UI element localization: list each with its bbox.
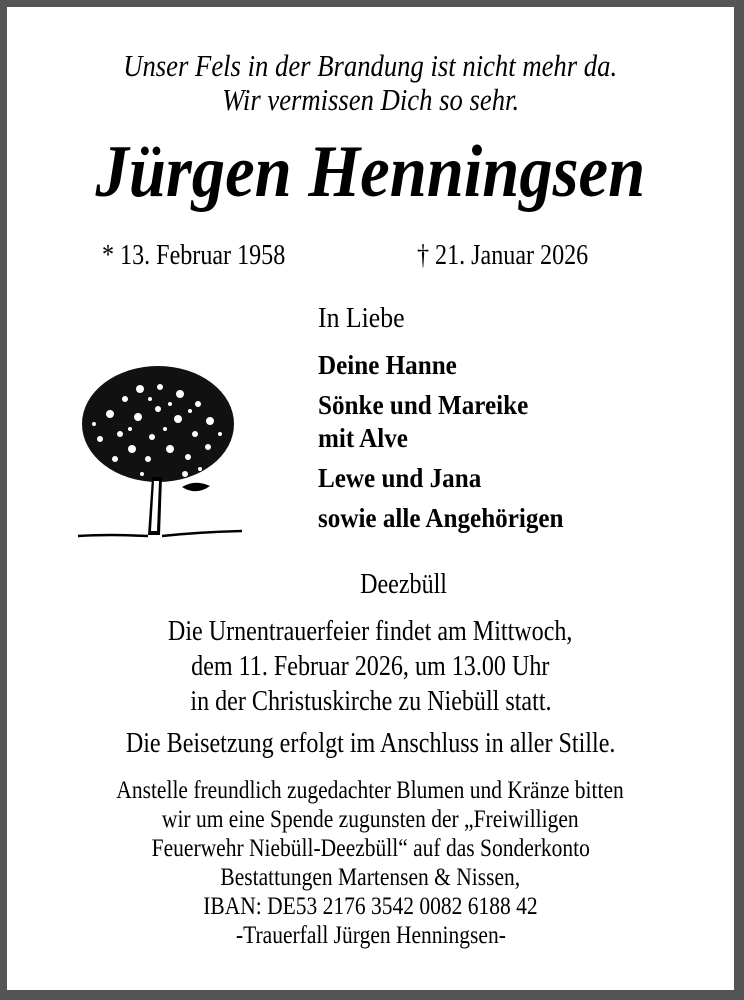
donation-reference: -Trauerfall Jürgen Henningsen- — [235, 922, 506, 949]
mourner-name: Deine Hanne — [318, 350, 457, 380]
ceremony-line-1: Die Urnentrauerfeier findet am Mittwoch, — [168, 616, 573, 647]
motto-line-1: Unser Fels in der Brandung ist nicht mehr da. — [123, 48, 618, 83]
mourners-intro: In Liebe — [318, 303, 405, 334]
ceremony-line-2: dem 11. Februar 2026, um 13.00 Uhr — [191, 651, 550, 682]
birth-date: * 13. Februar 1958 — [102, 240, 286, 271]
donation-line-4: Bestattungen Martensen & Nissen, — [220, 864, 521, 891]
place: Deezbüll — [360, 569, 447, 600]
obituary-card — [7, 7, 734, 990]
life-dates — [7, 242, 734, 274]
death-date: † 21. Januar 2026 — [417, 240, 589, 271]
deceased-name: Jürgen Henningsen — [95, 131, 646, 213]
ceremony-line-3: in der Christuskirche zu Niebüll statt. — [189, 686, 552, 717]
burial-note: Die Beisetzung erfolgt im Anschluss in aller Stille. — [125, 728, 616, 759]
birth-star-icon: * — [102, 240, 115, 271]
motto-line-2: Wir vermissen Dich so sehr. — [222, 82, 519, 117]
mourner-name: mit Alve — [318, 422, 408, 453]
mourner-name: Lewe und Jana — [318, 462, 482, 493]
donation-line-2: wir um eine Spende zugunsten der „Freiwilligen — [162, 806, 579, 833]
iban: IBAN: DE53 2176 3542 0082 6188 42 — [203, 893, 538, 920]
mourner-name: sowie alle Angehörigen — [318, 502, 564, 533]
mourners-list — [318, 303, 582, 535]
donation-line-1: Anstelle freundlich zugedachter Blumen und Kränze bitten — [116, 777, 625, 804]
tree-with-falling-leaf-icon — [70, 359, 250, 544]
cross-icon: † — [417, 240, 430, 271]
donation-line-3: Feuerwehr Niebüll-Deezbüll“ auf das Sonderkonto — [151, 835, 590, 862]
mourner-name: Sönke und Mareike — [318, 389, 529, 420]
